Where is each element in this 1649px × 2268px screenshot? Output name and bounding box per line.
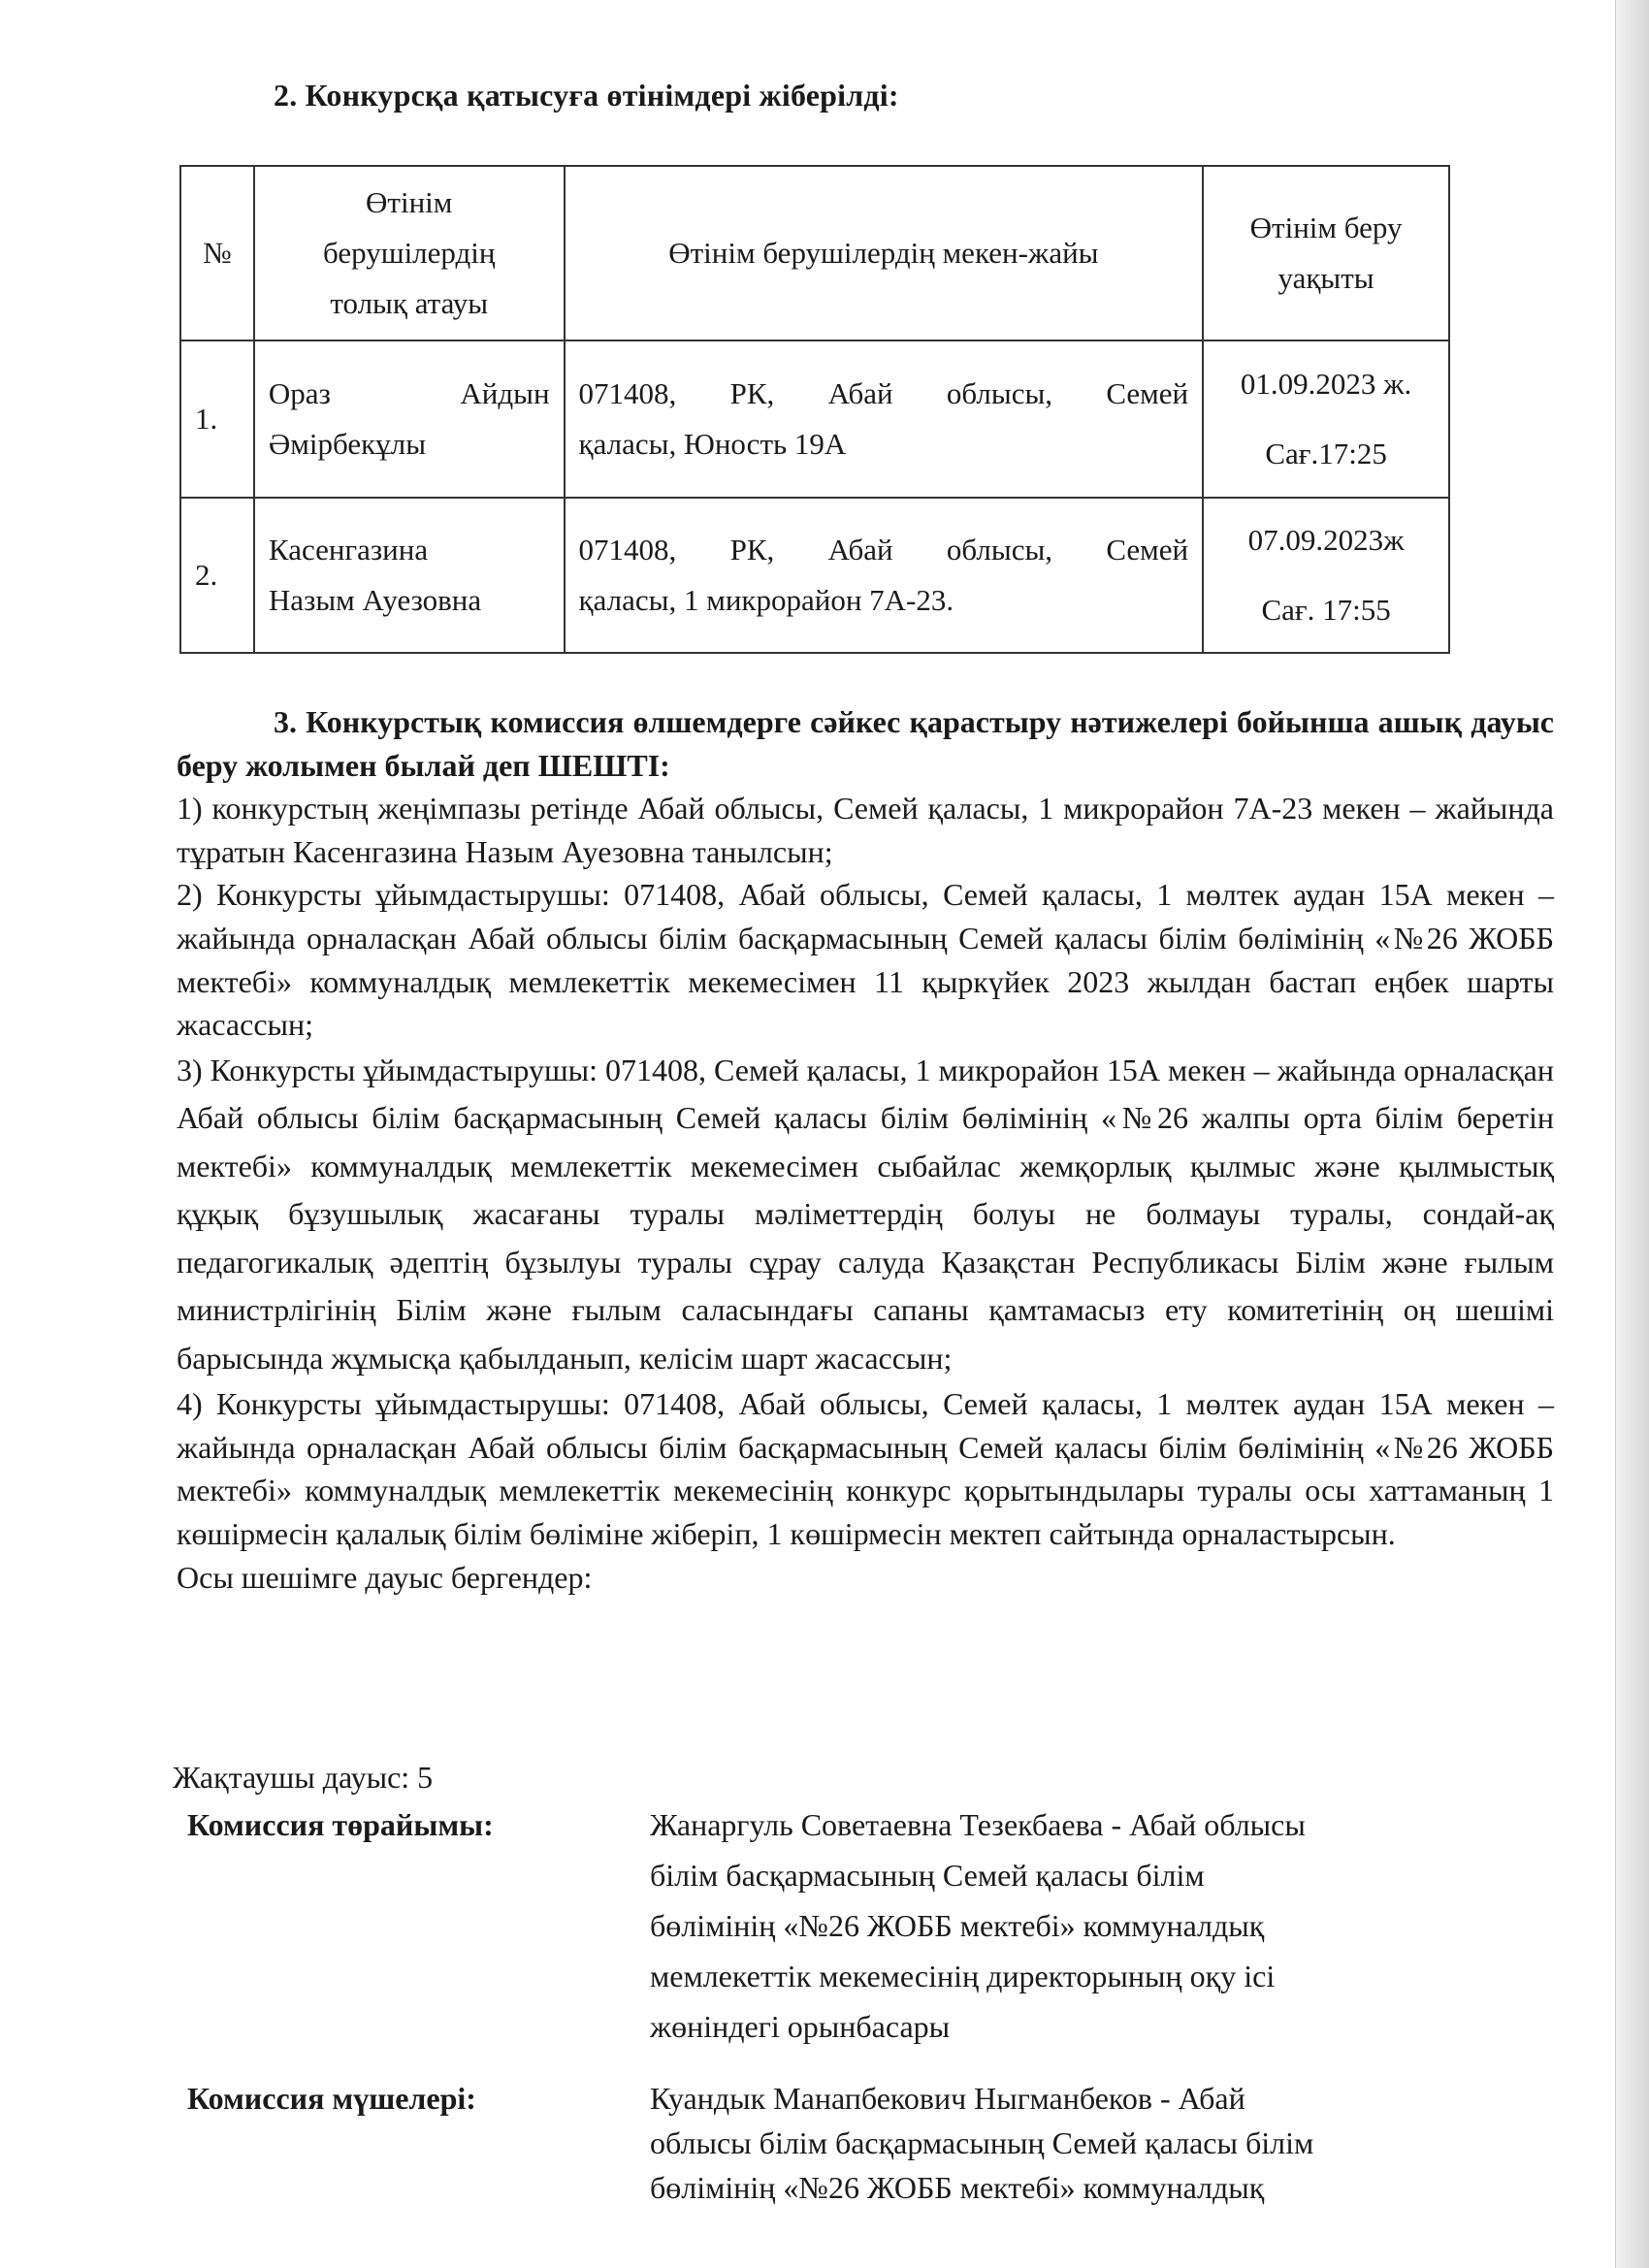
header-applicant-name <box>254 166 565 340</box>
decision-item-4: 4) Конкурсты ұйымдастырушы: 071408, Абай облысы, Семей қаласы, 1 мөлтек аудан 15А мекен – жайында орналасқан Абай облысы білім басқармасының Семей қаласы білім бөлімінің «№26 ЖОББ мектебі» коммуналдық мемлекеттік мекемесінің конкурс қорытындылары туралы осы хаттаманың 1 көшірмесін қалалық білім бөліміне жіберіп, 1 көшірмесін мектеп сайтында орналастырсын. <box>177 1386 1554 1552</box>
table-row <box>180 340 1449 498</box>
decision-item-1: 1) конкурстың жеңімпазы ретінде Абай облысы, Семей қаласы, 1 микрорайон 7А-23 мекен – жайында тұратын Касенгазина Назым Ауезовна танылсын; <box>177 791 1554 869</box>
address-line: қаласы, 1 микрорайон 7А-23. <box>578 583 954 617</box>
member-person <box>650 2076 1494 2210</box>
chair-line: білім басқармасының Семей қаласы білім <box>650 1858 1205 1893</box>
applicant-name <box>254 340 565 498</box>
applicant-address <box>565 498 1204 653</box>
applicant-name <box>254 498 565 653</box>
applicant-address <box>565 340 1204 498</box>
section-2-title: 2. Конкурсқа қатысуға өтінімдері жіберілді: <box>274 78 899 113</box>
table-header-row <box>180 166 1449 340</box>
member-line: облысы білім басқармасының Семей қаласы білім <box>650 2125 1314 2160</box>
member-line: Куандык Манапбекович Ныгманбеков - Абай <box>650 2081 1245 2116</box>
header-number: № <box>180 166 254 340</box>
submission-date: 01.09.2023 ж. <box>1240 367 1412 401</box>
header-time-line: уақыты <box>1277 261 1374 295</box>
scan-page-edge <box>1615 0 1649 2268</box>
applicants-table <box>179 165 1450 654</box>
row-number: 1. <box>180 340 254 498</box>
members-role-label: Комиссия мүшелері: <box>187 2081 476 2116</box>
voted-label: Осы шешімге дауыс бергендер: <box>177 1559 593 1595</box>
decision-item-2: 2) Конкурсты ұйымдастырушы: 071408, Абай облысы, Семей қаласы, 1 мөлтек аудан 15А мекен – жайында орналасқан Абай облысы білім басқармасының Семей қаласы білім бөлімінің «№26 ЖОББ мектебі» коммуналдық мемлекеттік мекемесімен 11 қыркүйек 2023 жылдан бастап еңбек шарты жасассын; <box>177 877 1554 1043</box>
chair-person <box>650 1799 1494 2052</box>
name-line: Әмірбекұлы <box>268 427 427 461</box>
decision-item-3: 3) Конкурсты ұйымдастырушы: 071408, Семей қаласы, 1 микрорайон 15А мекен – жайында орналасқан Абай облысы білім басқармасының Семей қаласы білім бөлімінің «№26 жалпы орта білім беретін мектебі» коммуналдық мемлекеттік мекемесімен сыбайлас жемқорлық қылмыс және қылмыстық құқық бұзушылық жасағаны туралы мәліметтердің болуы не болмауы туралы, сондай-ақ педагогикалық әдептің бұзылуы туралы сұрау салуда Қазақстан Республикасы Білім және ғылым министрлігінің Білім және ғылым саласындағы сапаны қамтамасыз ету комитетінің оң шешімі барысында жұмысқа қабылданып, келісім шарт жасассын; <box>177 1052 1554 1376</box>
submission-hour: Сағ.17:25 <box>1265 437 1387 470</box>
votes-for: Жақтаушы дауыс: 5 <box>173 1760 434 1795</box>
address-line: 071408, РК, Абай облысы, Семей <box>578 533 1189 567</box>
name-line: Касенгазина <box>268 533 429 567</box>
chair-line: жөніндегі орынбасары <box>650 2009 951 2044</box>
name-line: Ораз Айдын <box>268 376 550 410</box>
submission-date: 07.09.2023ж <box>1247 523 1405 557</box>
address-line: 071408, РК, Абай облысы, Семей <box>578 376 1189 410</box>
header-time-line: Өтінім беру <box>1249 211 1403 244</box>
chair-line: мемлекеттік мекемесінің директорының оқу ісі <box>650 1959 1276 1993</box>
section-3-heading: 3. Конкурстық комиссия өлшемдерге сәйкес қарастыру нәтижелері бойынша ашық дауыс беру жолымен былай деп ШЕШТІ: <box>177 704 1554 783</box>
submission-time <box>1203 340 1449 498</box>
chair-role-label: Комиссия төрайымы: <box>187 1807 494 1842</box>
header-submission-time <box>1203 166 1449 340</box>
submission-time <box>1203 498 1449 653</box>
row-number: 2. <box>180 498 254 653</box>
chair-line: Жанаргуль Советаевна Тезекбаева - Абай облысы <box>650 1807 1306 1842</box>
header-name-line: Өтінім <box>366 185 453 219</box>
chair-line: бөлімінің «№26 ЖОББ мектебі» коммуналдық <box>650 1908 1265 1943</box>
header-name-line: берушілердің <box>322 236 496 270</box>
header-address: Өтінім берушілердің мекен-жайы <box>565 166 1204 340</box>
header-name-line: толық атауы <box>330 286 489 320</box>
name-line: Назым Ауезовна <box>268 583 482 617</box>
submission-hour: Сағ. 17:55 <box>1261 593 1391 627</box>
table-row <box>180 498 1449 653</box>
address-line: қаласы, Юность 19А <box>578 427 847 461</box>
section-3-body <box>177 700 1554 1599</box>
member-line: бөлімінің «№26 ЖОББ мектебі» коммуналдық <box>650 2170 1265 2205</box>
